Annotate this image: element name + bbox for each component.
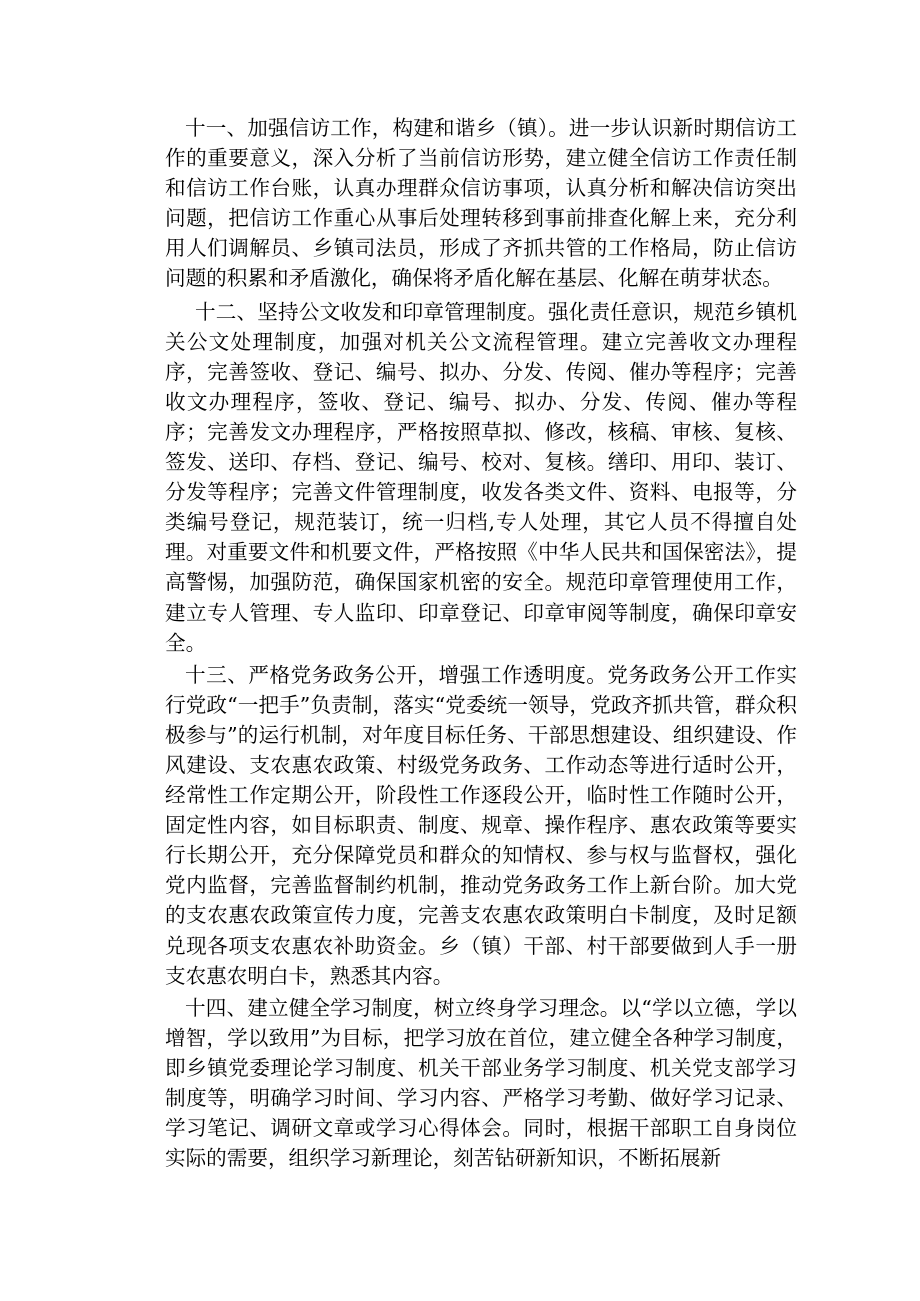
document-body: [165, 113, 797, 1173]
paragraph-13-affairs-disclosure: 十三、严格党务政务公开，增强工作透明度。党务政务公开工作实行党政“一把手”负责制，落实“党委统一领导，党政齐抓共管，群众积极参与”的运行机制，对年度目标任务、干部思想建设、组织建设、作风建设、支农惠农政策、村级党务政务、工作动态等进行适时公开，经常性工作定期公开，阶段性工作逐段公开，临时性工作随时公开，固定性内容，如目标职责、制度、规章、操作程序、惠农政策等要实行长期公开，充分保障党员和群众的知情权、参与权与监督权，强化党内监督，完善监督制约机制，推动党务政务工作上新台阶。加大党的支农惠农政策宣传力度，完善支农惠农政策明白卡制度，及时足额兑现各项支农惠农补助资金。乡（镇）干部、村干部要做到人手一册支农惠农明白卡，熟悉其内容。: [165, 662, 797, 988]
paragraph-12-document-seal-management: 十二、坚持公文收发和印章管理制度。强化责任意识，规范乡镇机关公文处理制度，加强对机关公文流程管理。建立完善收文办理程序，完善签收、登记、编号、拟办、分发、传阅、催办等程序；完善收文办理程序，签收、登记、编号、拟办、分发、传阅、催办等程序；完善发文办理程序，严格按照草拟、修改，核稿、审核、复核、签发、送印、存档、登记、编号、校对、复核。缮印、用印、装订、分发等程序；完善文件管理制度，收发各类文件、资料、电报等，分类编号登记，规范装订，统一归档,专人处理，其它人员不得擅自处理。对重要文件和机要文件，严格按照《中华人民共和国保密法》，提高警惕，加强防范，确保国家机密的安全。规范印章管理使用工作，建立专人管理、专人监印、印章登记、印章审阅等制度，确保印章安全。: [165, 299, 797, 655]
paragraph-14-study-system: 十四、建立健全学习制度，树立终身学习理念。以“学以立德，学以增智，学以致用”为目标，把学习放在首位，建立健全各种学习制度，即乡镇党委理论学习制度、机关干部业务学习制度、机关党支部学习制度等，明确学习时间、学习内容、严格学习考勤、做好学习记录、学习笔记、调研文章或学习心得体会。同时，根据干部职工自身岗位实际的需要，组织学习新理论，刻苦钻研新知识，不断拓展新: [165, 995, 797, 1171]
paragraph-11-petition-work: 十一、加强信访工作，构建和谐乡（镇）。进一步认识新时期信访工作的重要意义，深入分析了当前信访形势，建立健全信访工作责任制和信访工作台账，认真办理群众信访事项，认真分析和解决信访突出问题，把信访工作重心从事后处理转移到事前排查化解上来，充分利用人们调解员、乡镇司法员，形成了齐抓共管的工作格局，防止信访问题的积累和矛盾激化，确保将矛盾化解在基层、化解在萌芽状态。: [165, 116, 797, 291]
